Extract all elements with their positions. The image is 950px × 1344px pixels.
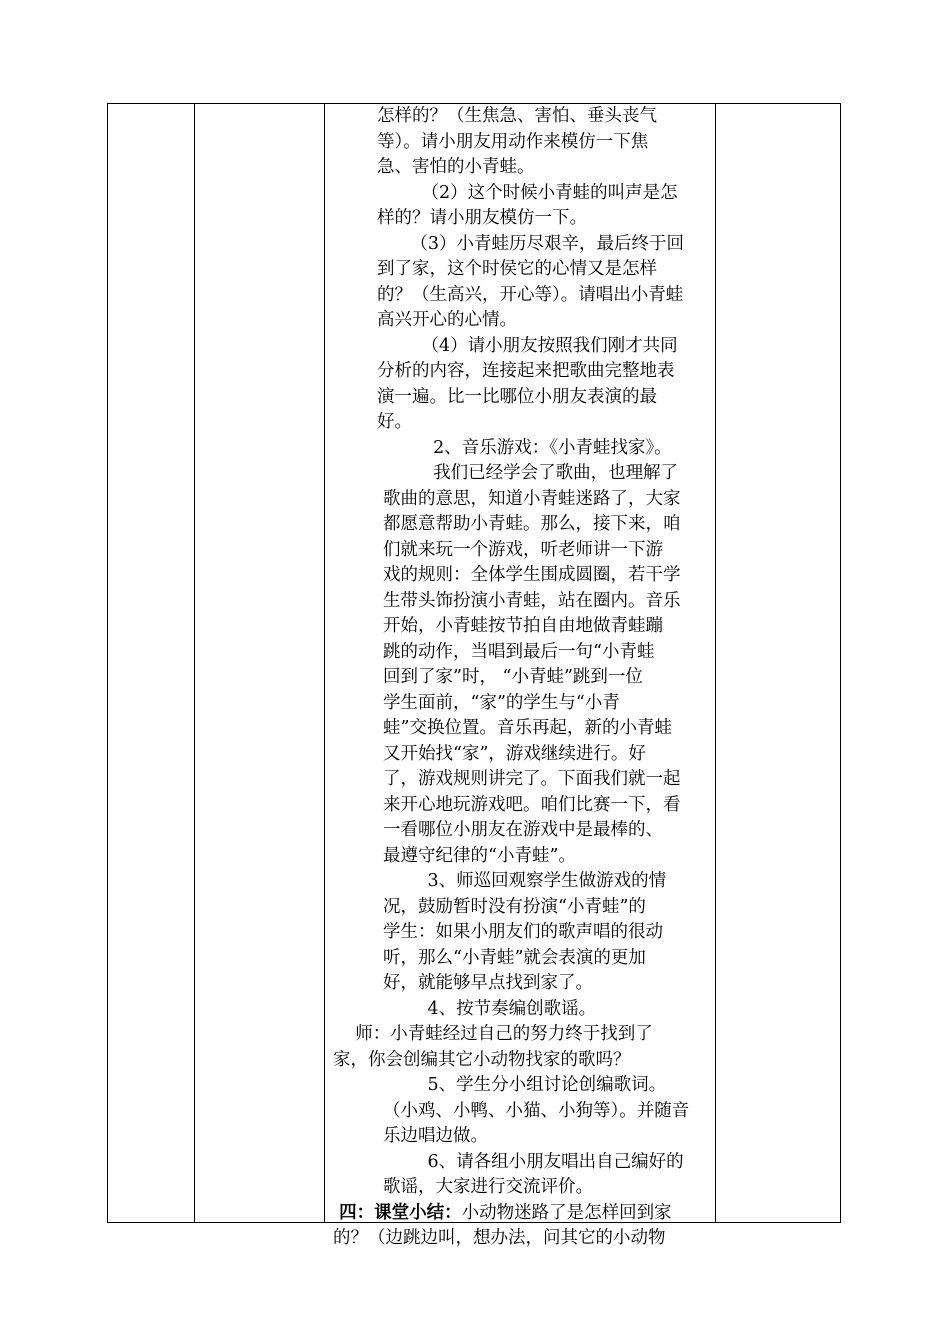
content-line: 等）。请小朋友用动作来模仿一下焦 xyxy=(377,131,649,152)
content-line: 好，就能够早点找到家了。 xyxy=(383,973,593,993)
content-line: 6、请各组小朋友唱出自己编好的 xyxy=(383,1151,684,1172)
content-line: 到了家，这个时侯它的心情又是怎样 xyxy=(377,259,657,279)
summary-line-1 xyxy=(325,1201,715,1227)
column-divider xyxy=(194,104,195,1222)
content-line: 跳的动作，当唱到最后一句“小青蛙 xyxy=(383,641,655,662)
content-line: 蛙”交换位置。音乐再起，新的小青蛙 xyxy=(383,718,672,738)
summary-line-2: 的？（边跳边叫，想办法，问其它的小动物 xyxy=(333,1228,666,1248)
content-line: 了，游戏规则讲完了。下面我们就一起 xyxy=(383,769,681,789)
content-line: 4、按节奏编创歌谣。 xyxy=(383,998,597,1019)
content-line: 高兴开心的心情。 xyxy=(377,310,517,330)
content-line: 生带头饰扮演小青蛙，站在圈内。音乐 xyxy=(383,590,681,611)
content-paragraphs xyxy=(325,104,715,1201)
content-line: （小鸡、小鸭、小猫、小狗等）。并随音 xyxy=(383,1100,690,1121)
content-line: 来开心地玩游戏吧。咱们比赛一下，看 xyxy=(383,794,681,815)
content-line: 开始，小青蛙按节拍自由地做青蛙蹦 xyxy=(383,616,663,636)
content-line: 5、学生分小组讨论创编歌词。 xyxy=(383,1075,667,1095)
content-line: （2）这个时候小青蛙的叫声是怎 xyxy=(377,182,678,203)
content-line: 回到了家”时， “小青蛙”跳到一位 xyxy=(383,667,643,687)
content-line: 我们已经学会了歌曲，也理解了 xyxy=(383,463,679,483)
content-line: 又开始找“家”，游戏继续进行。好 xyxy=(383,743,646,764)
teaching-content-cell xyxy=(325,104,715,1248)
content-line: 怎样的？（生焦急、害怕、垂头丧气 xyxy=(377,106,657,126)
content-line: 家，你会创编其它小动物找家的歌吗？ xyxy=(333,1049,631,1070)
content-line: 戏的规则：全体学生围成圆圈，若干学 xyxy=(383,565,681,585)
content-line: 歌谣，大家进行交流评价。 xyxy=(383,1177,593,1197)
content-line: 学生：如果小朋友们的歌声唱的很动 xyxy=(383,922,663,942)
content-line: 都愿意帮助小青蛙。那么，接下来，咱 xyxy=(383,514,681,534)
summary-text: 小动物迷路了是怎样回到家 xyxy=(461,1202,672,1223)
content-line: 3、师巡回观察学生做游戏的情 xyxy=(383,871,667,891)
content-line: 最遵守纪律的“小青蛙”。 xyxy=(383,845,576,866)
content-line: （4）请小朋友按照我们刚才共同 xyxy=(377,335,678,356)
content-line: （3）小青蛙历尽艰辛，最后终于回 xyxy=(377,233,685,254)
content-line: 好。 xyxy=(377,412,412,432)
summary-heading: 四：课堂小结： xyxy=(333,1202,462,1223)
content-line: 师：小青蛙经过自己的努力终于找到了 xyxy=(333,1024,653,1044)
content-line: 听，那么“小青蛙”就会表演的更加 xyxy=(383,947,646,968)
content-line: 学生面前，“家”的学生与“小青 xyxy=(383,692,620,713)
lesson-plan-table xyxy=(107,103,841,1248)
content-line: 况，鼓励暂时没有扮演“小青蛙”的 xyxy=(383,896,646,917)
content-line: 一看哪位小朋友在游戏中是最棒的、 xyxy=(383,820,663,840)
content-line: 的？（生高兴，开心等）。请唱出小青蛙 xyxy=(377,284,684,305)
content-line: 乐边唱边做。 xyxy=(383,1126,488,1146)
content-line: 2、音乐游戏：《小青蛙找家》。 xyxy=(383,437,672,458)
column-divider xyxy=(715,104,716,1222)
content-line: 演一遍。比一比哪位小朋友表演的最 xyxy=(377,386,657,407)
content-line: 歌曲的意思，知道小青蛙迷路了，大家 xyxy=(383,488,681,509)
content-line: 们就来玩一个游戏，听老师讲一下游 xyxy=(383,539,663,560)
content-line: 急、害怕的小青蛙。 xyxy=(377,157,535,177)
content-line: 样的？请小朋友模仿一下。 xyxy=(377,208,587,228)
content-line: 分析的内容，连接起来把歌曲完整地表 xyxy=(377,361,675,381)
